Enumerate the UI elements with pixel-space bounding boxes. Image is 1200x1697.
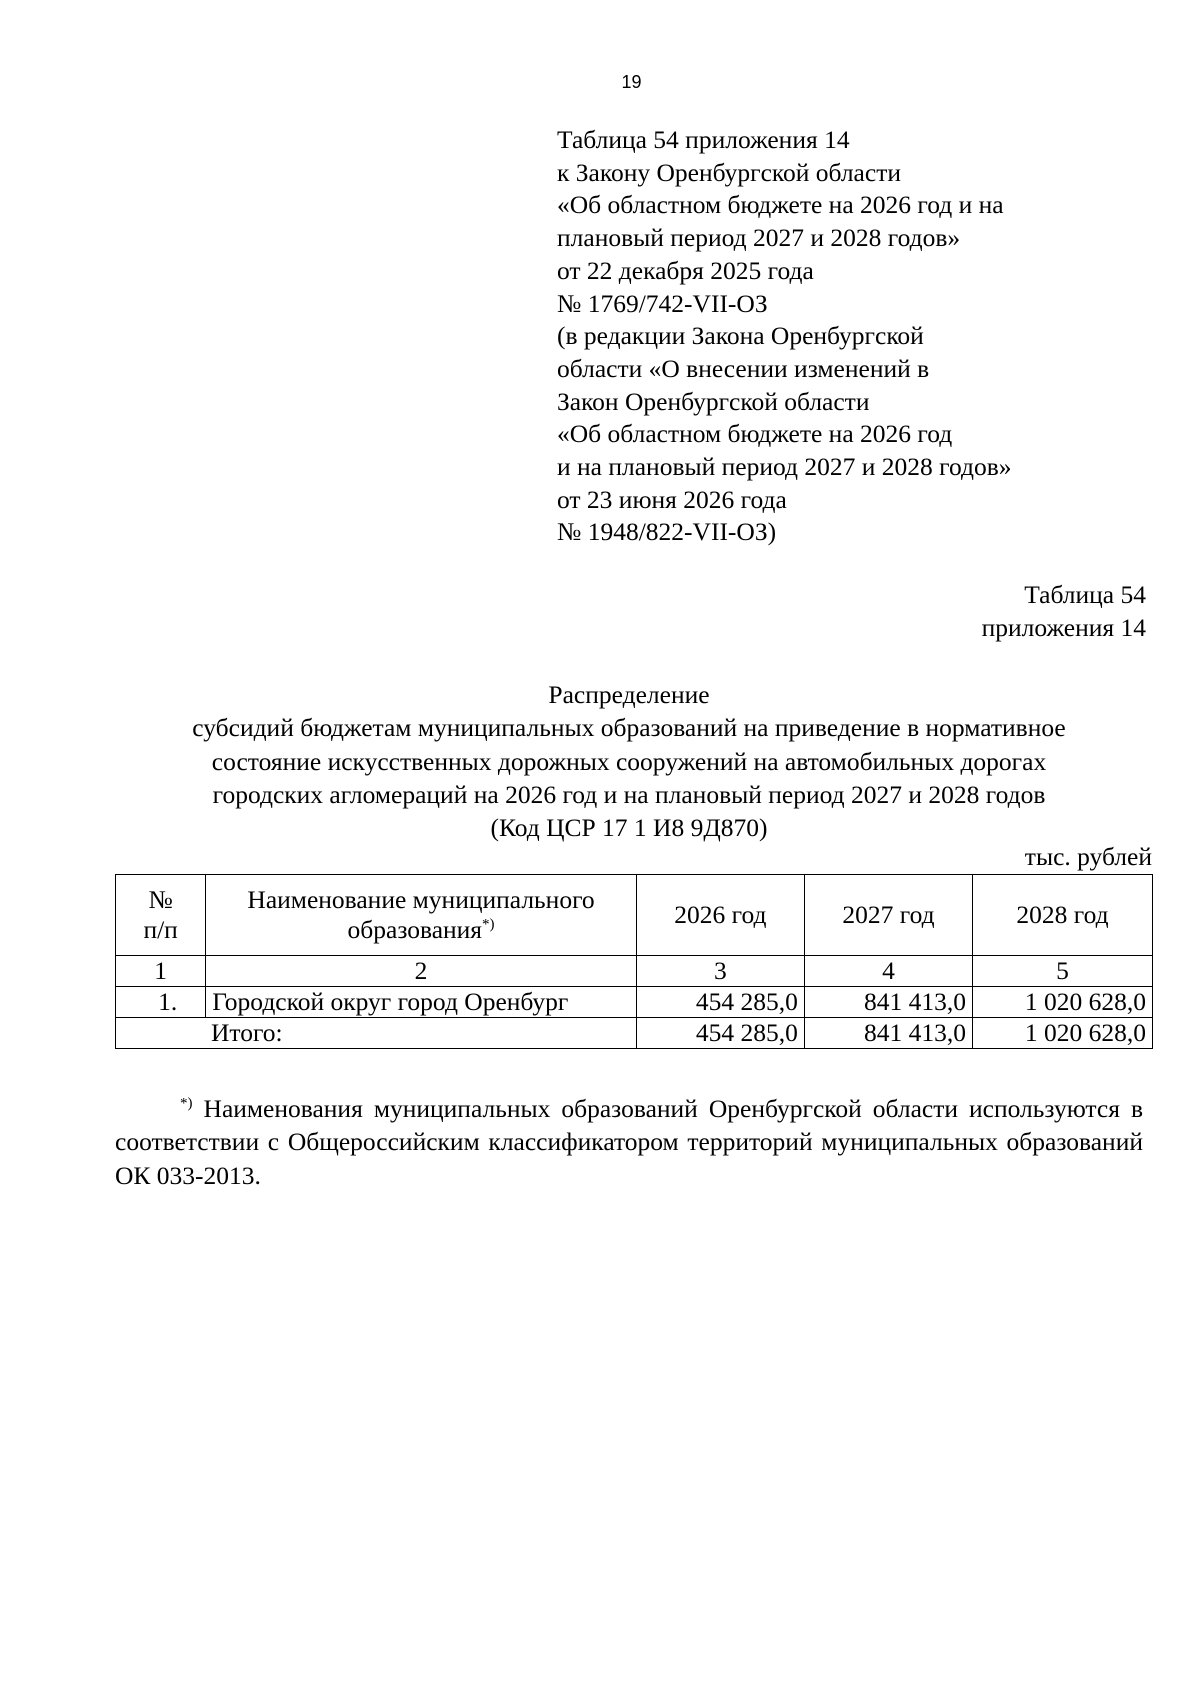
total-row (116, 1018, 1153, 1049)
table-header-row (116, 875, 1153, 956)
footnote-mark: *) (180, 1095, 193, 1112)
header-2028: 2028 год (973, 875, 1153, 956)
approval-line: № 1769/742-VII-ОЗ (557, 288, 768, 318)
header-number: № п/п (116, 875, 206, 956)
value-2026: 454 285,0 (636, 987, 804, 1018)
approval-line: № 1948/822-VII-ОЗ) (557, 517, 777, 547)
footnote (115, 1092, 1143, 1192)
total-label: Итого: (116, 1018, 637, 1049)
table-row (116, 987, 1153, 1018)
header-2027: 2027 год (804, 875, 972, 956)
units-label: тыс. рублей (1024, 842, 1152, 871)
total-2026: 454 285,0 (636, 1018, 804, 1049)
approval-line: (в редакции Закона Оренбургской (557, 321, 924, 351)
subsidy-table (115, 874, 1153, 1049)
page-number: 19 (621, 72, 642, 92)
footnote-text: Наименования муниципальных образований Оренбургской области используются в соответствии с Общероссийским классификатором территорий муниципальных образований ОК 033-2013. (115, 1094, 1143, 1190)
approval-line: плановый период 2027 и 2028 годов» (557, 223, 961, 253)
header-name: Наименование муниципального образования*) (206, 875, 637, 956)
title-line: Распределение (548, 680, 710, 709)
value-2028: 1 020 628,0 (973, 987, 1153, 1018)
approval-line: «Об областном бюджете на 2026 год и на (557, 190, 1004, 220)
approval-line: Закон Оренбургской области (557, 386, 870, 416)
title-line: (Код ЦСР 17 1 И8 9Д870) (490, 813, 768, 843)
document-title (115, 678, 1143, 844)
header-2026: 2026 год (636, 875, 804, 956)
approval-line: Таблица 54 приложения 14 (557, 125, 850, 154)
approval-line: «Об областном бюджете на 2026 год (557, 419, 953, 449)
column-index: 3 (636, 956, 804, 987)
title-line: состояние искусственных дорожных сооружений на автомобильных дорогах (211, 746, 1047, 776)
table-reference (982, 578, 1146, 644)
total-2028: 1 020 628,0 (973, 1018, 1153, 1049)
municipality-name: Городской округ город Оренбург (206, 987, 637, 1018)
title-line: субсидий бюджетам муниципальных образований на приведение в нормативное (192, 713, 1066, 743)
table-ref-line: Таблица 54 (1024, 580, 1146, 609)
row-number: 1. (116, 987, 206, 1018)
total-2027: 841 413,0 (804, 1018, 972, 1049)
approval-line: области «О внесении изменений в (557, 353, 930, 383)
approval-line: от 23 июня 2026 года (557, 484, 787, 514)
column-index: 2 (206, 956, 637, 987)
column-index: 1 (116, 956, 206, 987)
footnote-mark: *) (482, 916, 495, 933)
approval-line: и на плановый период 2027 и 2028 годов» (557, 452, 1012, 482)
title-line: городских агломераций на 2026 год и на плановый период 2027 и 2028 годов (212, 779, 1046, 809)
approval-stamp (557, 124, 1012, 549)
table-ref-line: приложения 14 (981, 613, 1146, 642)
column-index-row (116, 956, 1153, 987)
approval-line: к Закону Оренбургской области (557, 157, 901, 187)
column-index: 4 (804, 956, 972, 987)
approval-line: от 22 декабря 2025 года (557, 255, 814, 285)
column-index: 5 (973, 956, 1153, 987)
value-2027: 841 413,0 (804, 987, 972, 1018)
